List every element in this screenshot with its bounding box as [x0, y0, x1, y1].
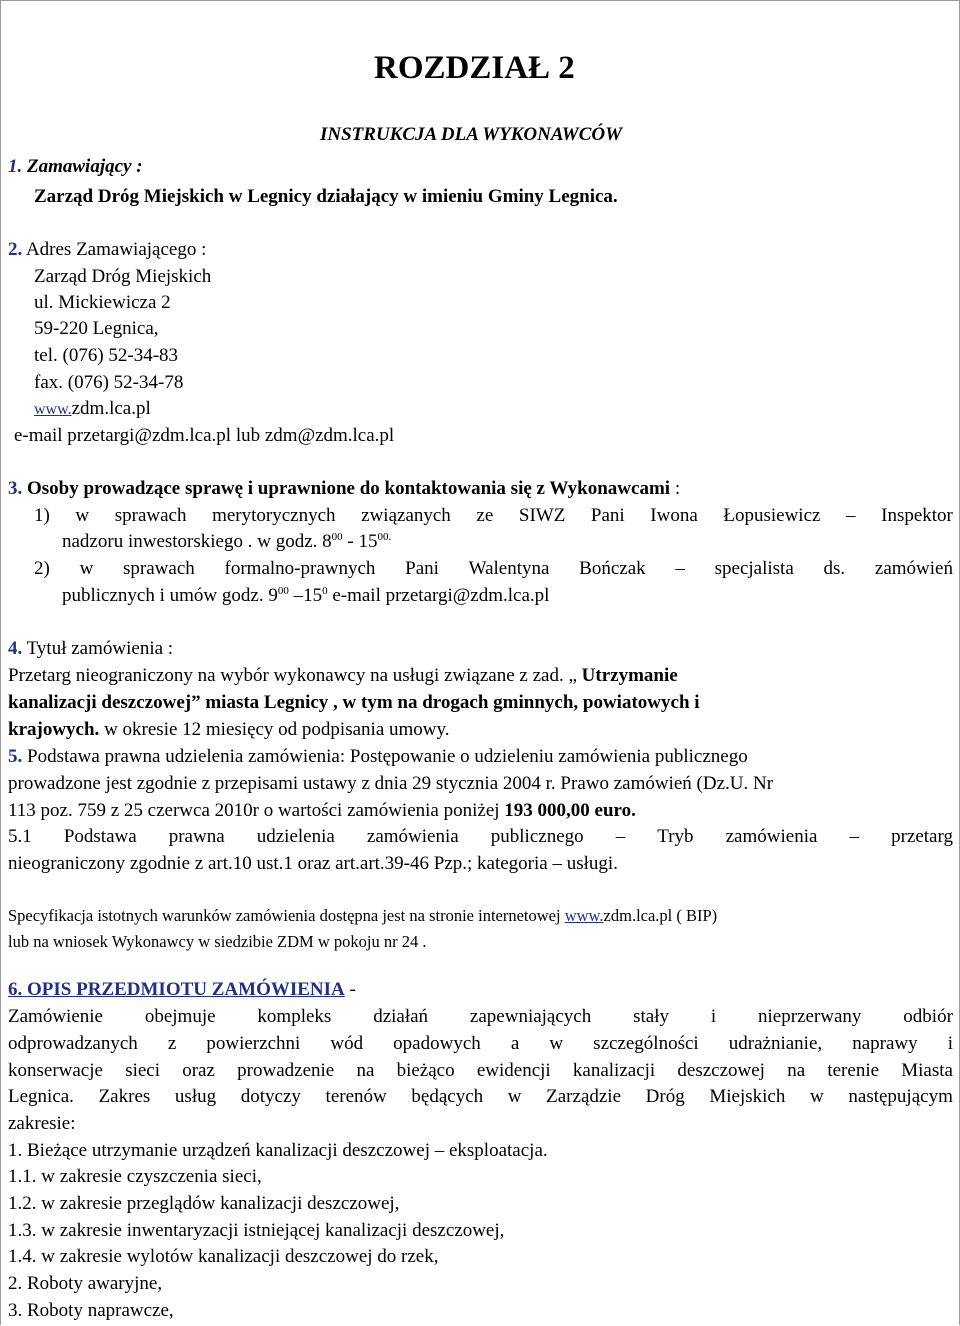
spec-domain: zdm.lca.pl ( BIP) [603, 906, 718, 925]
word: Miasta [901, 1060, 953, 1081]
section-4-number: 4. [8, 638, 23, 659]
contact-2-email: e-mail przetargi@zdm.lca.pl [327, 585, 550, 606]
spec-www-link[interactable]: www. [564, 906, 604, 925]
paragraph-line [8, 1006, 953, 1028]
contact-1-sup-2: 00. [377, 531, 392, 543]
word: udzielenia [256, 826, 335, 847]
section-5-line-3 [8, 800, 636, 822]
word: w [810, 1086, 824, 1107]
word: terenów [325, 1086, 387, 1107]
section-1-heading [8, 156, 143, 178]
word: Bończak [579, 558, 646, 579]
word: Walentyna [468, 558, 550, 579]
word: Pani [590, 505, 625, 526]
word: Łopusiewicz [723, 505, 821, 526]
word: 1) [34, 505, 50, 526]
word: będących [411, 1086, 484, 1107]
word: dotyczy [240, 1086, 301, 1107]
section-4-heading [8, 638, 173, 660]
word: stały [633, 1006, 669, 1027]
word: – [615, 826, 626, 847]
word: następującym [848, 1086, 953, 1107]
word: na [356, 1060, 375, 1081]
section-6-title: 6. OPIS PRZEDMIOTU ZAMÓWIENIA [8, 979, 345, 1000]
www-prefix[interactable]: www. [34, 401, 72, 418]
word: obejmuje [144, 1006, 216, 1027]
word: merytorycznych [212, 505, 336, 526]
word: w [549, 1033, 564, 1054]
paragraph-line [8, 1033, 953, 1055]
word: bieżąco [396, 1060, 455, 1081]
list-item: 3. Roboty naprawcze, [8, 1300, 174, 1321]
title-line-2: kanalizacji deszczowej” miasta Legnicy , w tym na drogach gminnych, powiatowych i [8, 692, 700, 713]
word: deszczowej [677, 1060, 765, 1081]
word: powierzchni [206, 1033, 301, 1054]
contact-2-hours-b: –15 [288, 585, 323, 606]
word: odbiór [903, 1006, 953, 1027]
word: opadowych [393, 1033, 481, 1054]
word: – [849, 826, 859, 847]
address-www-link[interactable] [34, 398, 151, 421]
address-city: 59-220 Legnica, [34, 318, 159, 339]
word: Zamówienie [8, 1006, 103, 1027]
contact-2-hours-a: publicznych i umów godz. 9 [62, 585, 278, 606]
word: wód [330, 1033, 364, 1054]
title-line-3 [8, 719, 450, 741]
word: Tryb [657, 826, 694, 847]
section-6-heading [8, 979, 356, 1001]
section-1-title: Zamawiający : [22, 156, 143, 177]
section-2-number: 2. [8, 239, 23, 260]
word: Legnica. [8, 1086, 74, 1107]
contact-2-line-2 [62, 585, 549, 607]
list-item: 1.2. w zakresie przeglądów kanalizacji deszczowej, [8, 1193, 400, 1214]
section-6-para-last: zakresie: [8, 1113, 76, 1134]
word: formalno-prawnych [224, 558, 376, 579]
word: zamówienia [366, 826, 459, 847]
word: naprawy [852, 1033, 918, 1054]
section-5-text-1: Podstawa prawna udzielenia zamówienia: Postępowanie o udzieleniu zamówienia publicznego [22, 746, 748, 767]
address-email: e-mail przetargi@zdm.lca.pl lub zdm@zdm.lca.pl [14, 425, 395, 446]
word: – [846, 505, 856, 526]
title-line-3-bold: krajowych. [8, 719, 100, 740]
word: terenie [827, 1060, 880, 1081]
list-item: 2. Roboty awaryjne, [8, 1273, 163, 1294]
word: specjalista [714, 558, 794, 579]
paragraph-line [8, 1060, 953, 1082]
title-line-1 [8, 665, 678, 687]
section-5-line-1 [8, 746, 748, 768]
word: i [947, 1033, 953, 1054]
section-3-number: 3. [8, 478, 23, 499]
section-5-number: 5. [8, 746, 23, 767]
contact-1-line-1 [34, 505, 953, 527]
list-item: 1.4. w zakresie wylotów kanalizacji deszczowej do rzek, [8, 1246, 439, 1267]
title-line-1-text: Przetarg nieograniczony na wybór wykonawcy na usługi związane z zad. „ [8, 665, 582, 686]
word: w [507, 1086, 522, 1107]
contact-2-line-1 [34, 558, 953, 580]
word: Dróg [645, 1086, 685, 1107]
word: i [710, 1006, 717, 1027]
section-5-text-3: 113 poz. 759 z 25 czerwca 2010r o wartości zamówienia poniżej [8, 800, 505, 821]
word: z [167, 1033, 177, 1054]
word: Zarządzie [546, 1086, 622, 1107]
word: prawna [168, 826, 225, 847]
paragraph-line [8, 1086, 953, 1108]
word: sprawach [123, 558, 195, 579]
section-1-number: 1. [8, 156, 23, 177]
contact-1-sup-1: 00 [331, 531, 343, 543]
list-item: 1.3. w zakresie inwentaryzacji istniejącej kanalizacji deszczowej, [8, 1220, 505, 1241]
section-3-heading [8, 478, 680, 500]
section-4-title: Tytuł zamówienia : [22, 638, 174, 659]
contact-2-sup-1: 00 [277, 585, 289, 597]
word: sprawach [114, 505, 187, 526]
word: 2) [34, 558, 50, 579]
list-item: 1.1. w zakresie czyszczenia sieci, [8, 1166, 262, 1187]
word: ewidencji [476, 1060, 551, 1081]
contact-2-sup-2: 0 [322, 585, 328, 597]
section-3-colon: : [670, 478, 681, 499]
contact-1-line-2 [62, 531, 391, 553]
word: prowadzenie [237, 1060, 335, 1081]
chapter-title: ROZDZIAŁ 2 [374, 50, 575, 86]
word: SIWZ [518, 505, 566, 526]
address-tel: tel. (076) 52-34-83 [34, 345, 179, 366]
word: kanalizacji [572, 1060, 656, 1081]
word: – [675, 558, 685, 579]
section-2-title: Adres Zamawiającego : [22, 239, 207, 260]
word: konserwacje [8, 1060, 103, 1081]
word: w [79, 558, 94, 579]
word: w [75, 505, 90, 526]
list-item: 1. Bieżące utrzymanie urządzeń kanalizacji deszczowej – eksploatacja. [8, 1140, 548, 1161]
word: na [787, 1060, 806, 1081]
contact-1-hours-a: nadzoru inwestorskiego . w godz. 8 [62, 531, 332, 552]
word: udrażnianie, [728, 1033, 823, 1054]
section-subtitle: INSTRUKCJA DLA WYKONAWCÓW [320, 124, 622, 145]
word: zapewniających [469, 1006, 592, 1027]
word: szczególności [593, 1033, 699, 1054]
www-domain: zdm.lca.pl [71, 398, 151, 419]
word: związanych [361, 505, 451, 526]
section-5-value: 193 000,00 euro. [504, 800, 636, 821]
word: publicznego [490, 826, 584, 847]
address-name: Zarząd Dróg Miejskich [34, 266, 212, 287]
word: Podstawa [63, 826, 137, 847]
address-fax: fax. (076) 52-34-78 [34, 372, 184, 393]
contact-1-hours-b: - 15 [342, 531, 378, 552]
spec-line-2: lub na wniosek Wykonawcy w siedzibie ZDM w pokoju nr 24 . [8, 932, 427, 951]
spec-text: Specyfikacja istotnych warunków zamówienia dostępna jest na stronie internetowej [8, 906, 565, 925]
section-5-1-line-1 [8, 826, 953, 848]
word: Zakres [98, 1086, 151, 1107]
word: a [510, 1033, 520, 1054]
word: zamówienia [725, 826, 818, 847]
word: nieprzerwany [758, 1006, 862, 1027]
word: działań [373, 1006, 429, 1027]
title-line-1-bold: Utrzymanie [581, 665, 678, 686]
title-line-3-text: w okresie 12 miesięcy od podpisania umowy. [99, 719, 450, 740]
section-6-dash: - [344, 979, 356, 1000]
section-3-title: Osoby prowadzące sprawę i uprawnione do kontaktowania się z Wykonawcami [22, 478, 671, 499]
word: Miejskich [709, 1086, 786, 1107]
section-1-text: Zarząd Dróg Miejskich w Legnicy działający w imieniu Gminy Legnica. [34, 186, 618, 207]
word: kompleks [257, 1006, 332, 1027]
section-5-line-2: prowadzone jest zgodnie z przepisami ustawy z dnia 29 stycznia 2004 r. Prawo zamówień (Dz.U. Nr [8, 773, 774, 794]
address-street: ul. Mickiewicza 2 [34, 292, 171, 313]
word: przetarg [891, 826, 953, 847]
word: zamówień [874, 558, 953, 579]
spec-line-1 [8, 906, 717, 926]
word: 5.1 [8, 826, 32, 847]
word: sieci [125, 1060, 161, 1081]
word: usług [174, 1086, 217, 1107]
word: Iwona [650, 505, 698, 526]
word: ds. [823, 558, 846, 579]
word: Pani [405, 558, 439, 579]
word: odprowadzanych [8, 1033, 138, 1054]
section-2-heading [8, 239, 206, 261]
word: oraz [182, 1060, 215, 1081]
section-5-1-line-2: nieograniczony zgodnie z art.10 ust.1 oraz art.art.39-46 Pzp.; kategoria – usługi. [8, 853, 618, 874]
word: Inspektor [881, 505, 953, 526]
word: ze [476, 505, 494, 526]
